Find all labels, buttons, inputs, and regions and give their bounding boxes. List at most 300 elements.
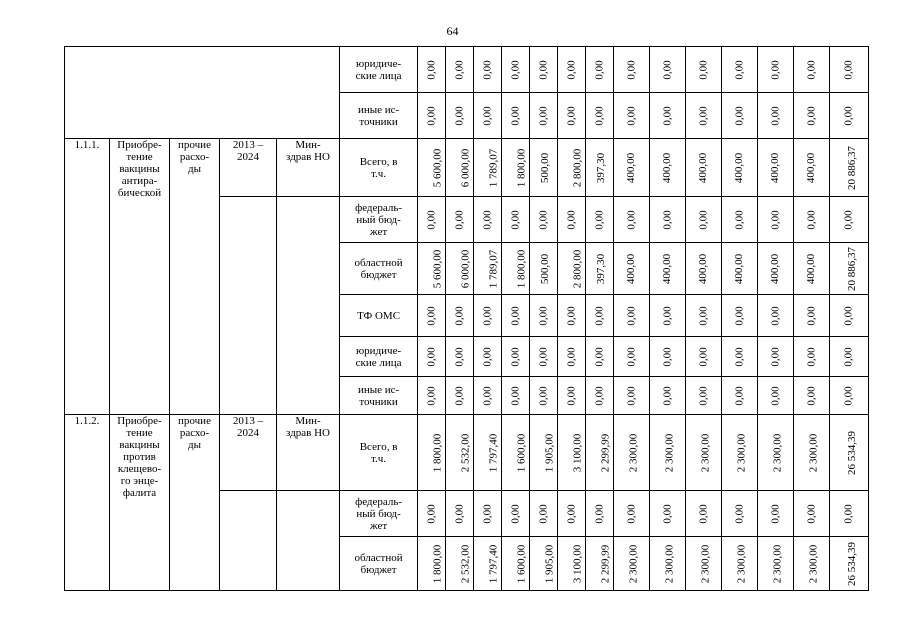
value-cell — [558, 491, 586, 537]
source-cell: юридиче- ские лица — [340, 47, 418, 93]
value-text: 2 300,00 — [663, 544, 676, 583]
value-text: 0,00 — [593, 305, 606, 326]
page-number: 64 — [446, 24, 459, 38]
value-cell — [650, 295, 686, 337]
value-cell — [830, 537, 869, 591]
value-cell — [530, 377, 558, 415]
value-text: 400,00 — [625, 152, 638, 183]
value-cell — [650, 415, 686, 491]
value-cell — [558, 415, 586, 491]
value-text: 500,00 — [539, 253, 552, 284]
value-cell — [530, 337, 558, 377]
value-text: 0,00 — [453, 305, 466, 326]
value-cell — [614, 337, 650, 377]
value-cell — [614, 197, 650, 243]
value-cell — [418, 377, 446, 415]
value-text: 0,00 — [425, 105, 438, 126]
value-text: 400,00 — [805, 253, 818, 284]
value-cell — [758, 197, 794, 243]
source-cell: федераль- ный бюд- жет — [340, 491, 418, 537]
value-cell — [794, 93, 830, 139]
value-text: 6 000,00 — [459, 148, 472, 187]
value-text: 1 600,00 — [515, 544, 528, 583]
value-cell — [686, 197, 722, 243]
value-text: 2 800,00 — [571, 148, 584, 187]
value-text: 0,00 — [425, 346, 438, 367]
value-cell — [558, 295, 586, 337]
value-text: 2 299,99 — [599, 544, 612, 583]
source-cell: иные ис- точники — [340, 93, 418, 139]
value-text: 0,00 — [661, 59, 674, 80]
value-text: 0,00 — [453, 503, 466, 524]
value-cell — [474, 243, 502, 295]
value-text: 400,00 — [733, 152, 746, 183]
value-text: 0,00 — [537, 105, 550, 126]
value-cell — [794, 197, 830, 243]
value-text: 2 300,00 — [807, 433, 820, 472]
value-cell — [446, 377, 474, 415]
value-cell — [758, 47, 794, 93]
value-text: 0,00 — [805, 105, 818, 126]
value-cell — [530, 93, 558, 139]
value-cell — [722, 139, 758, 197]
value-text: 0,00 — [453, 346, 466, 367]
source-cell: Всего, в т.ч. — [340, 415, 418, 491]
value-text: 0,00 — [733, 105, 746, 126]
value-text: 0,00 — [733, 385, 746, 406]
value-text: 0,00 — [425, 305, 438, 326]
value-text: 397,30 — [595, 152, 608, 183]
value-text: 3 100,00 — [571, 544, 584, 583]
table-row — [65, 415, 869, 491]
value-text: 0,00 — [697, 59, 710, 80]
value-cell — [722, 47, 758, 93]
value-text: 0,00 — [769, 105, 782, 126]
value-text: 0,00 — [537, 209, 550, 230]
value-cell — [586, 491, 614, 537]
value-cell — [446, 295, 474, 337]
value-text: 0,00 — [843, 59, 856, 80]
value-text: 0,00 — [661, 503, 674, 524]
value-text: 0,00 — [509, 385, 522, 406]
value-cell — [418, 415, 446, 491]
value-cell — [794, 47, 830, 93]
value-text: 3 100,00 — [571, 433, 584, 472]
value-cell — [794, 537, 830, 591]
value-text: 397,30 — [595, 253, 608, 284]
value-cell — [722, 197, 758, 243]
value-cell — [558, 47, 586, 93]
value-text: 5 600,00 — [431, 249, 444, 288]
value-text: 0,00 — [697, 305, 710, 326]
value-cell — [830, 243, 869, 295]
value-text: 0,00 — [593, 385, 606, 406]
value-cell — [474, 337, 502, 377]
expense-type: прочие расхо- ды — [170, 139, 220, 415]
value-cell — [758, 93, 794, 139]
value-cell — [530, 415, 558, 491]
value-cell — [530, 197, 558, 243]
value-cell — [586, 47, 614, 93]
implementation-period: 2013 – 2024 — [220, 415, 277, 491]
item-name: Приобре- тение вакцины против клещево- го энце- фалита — [110, 415, 170, 591]
value-text: 0,00 — [481, 305, 494, 326]
value-cell — [502, 197, 530, 243]
value-cell — [530, 491, 558, 537]
value-text: 2 800,00 — [571, 249, 584, 288]
source-cell: областной бюджет — [340, 243, 418, 295]
executor: Мин- здрав НО — [277, 139, 340, 197]
empty-merged-cell — [277, 197, 340, 415]
value-cell — [758, 537, 794, 591]
value-cell — [474, 47, 502, 93]
value-cell — [614, 295, 650, 337]
empty-merged-cell — [65, 47, 340, 139]
value-cell — [830, 337, 869, 377]
value-cell — [614, 491, 650, 537]
value-cell — [794, 491, 830, 537]
value-text: 6 000,00 — [459, 249, 472, 288]
value-text: 1 600,00 — [515, 433, 528, 472]
value-cell — [722, 415, 758, 491]
value-text: 0,00 — [453, 385, 466, 406]
value-cell — [558, 537, 586, 591]
value-text: 400,00 — [625, 253, 638, 284]
value-text: 0,00 — [843, 503, 856, 524]
value-text: 0,00 — [661, 209, 674, 230]
value-text: 0,00 — [537, 346, 550, 367]
value-cell — [530, 295, 558, 337]
value-text: 0,00 — [843, 105, 856, 126]
value-cell — [722, 491, 758, 537]
value-text: 0,00 — [697, 385, 710, 406]
value-cell — [586, 537, 614, 591]
value-cell — [722, 93, 758, 139]
value-text: 0,00 — [697, 105, 710, 126]
value-cell — [446, 537, 474, 591]
value-cell — [418, 491, 446, 537]
value-text: 0,00 — [843, 209, 856, 230]
value-cell — [418, 295, 446, 337]
value-cell — [418, 139, 446, 197]
executor: Мин- здрав НО — [277, 415, 340, 491]
value-cell — [530, 243, 558, 295]
value-text: 0,00 — [593, 209, 606, 230]
value-text: 0,00 — [425, 385, 438, 406]
expense-type: прочие расхо- ды — [170, 415, 220, 591]
empty-merged-cell — [220, 491, 277, 591]
value-cell — [830, 491, 869, 537]
value-cell — [558, 377, 586, 415]
value-text: 400,00 — [769, 152, 782, 183]
value-text: 1 789,07 — [487, 249, 500, 288]
value-text: 1 789,07 — [487, 148, 500, 187]
value-text: 0,00 — [565, 105, 578, 126]
value-text: 0,00 — [425, 209, 438, 230]
value-cell — [586, 377, 614, 415]
value-text: 0,00 — [697, 503, 710, 524]
value-cell — [614, 93, 650, 139]
value-text: 0,00 — [509, 105, 522, 126]
value-cell — [650, 243, 686, 295]
value-cell — [650, 337, 686, 377]
value-text: 1 905,00 — [543, 433, 556, 472]
table-row — [65, 47, 869, 93]
value-cell — [502, 537, 530, 591]
value-text: 0,00 — [769, 209, 782, 230]
value-cell — [558, 243, 586, 295]
value-cell — [586, 197, 614, 243]
value-cell — [758, 243, 794, 295]
value-text: 2 300,00 — [735, 433, 748, 472]
value-text: 0,00 — [625, 385, 638, 406]
value-cell — [502, 415, 530, 491]
implementation-period: 2013 – 2024 — [220, 139, 277, 197]
value-text: 2 300,00 — [699, 433, 712, 472]
value-cell — [614, 415, 650, 491]
value-cell — [586, 243, 614, 295]
value-cell — [586, 295, 614, 337]
value-cell — [794, 295, 830, 337]
value-cell — [502, 377, 530, 415]
value-text: 0,00 — [509, 346, 522, 367]
value-text: 20 886,37 — [846, 246, 859, 291]
value-cell — [474, 93, 502, 139]
value-cell — [586, 93, 614, 139]
value-cell — [614, 47, 650, 93]
value-cell — [614, 537, 650, 591]
value-text: 400,00 — [697, 253, 710, 284]
value-text: 400,00 — [805, 152, 818, 183]
empty-merged-cell — [277, 491, 340, 591]
value-text: 0,00 — [625, 59, 638, 80]
value-cell — [558, 93, 586, 139]
value-text: 400,00 — [733, 253, 746, 284]
value-cell — [474, 537, 502, 591]
value-cell — [722, 337, 758, 377]
value-text: 0,00 — [733, 209, 746, 230]
value-text: 0,00 — [733, 305, 746, 326]
value-cell — [758, 377, 794, 415]
value-cell — [446, 197, 474, 243]
value-cell — [418, 47, 446, 93]
budget-table — [64, 46, 869, 591]
value-text: 2 300,00 — [627, 544, 640, 583]
value-text: 0,00 — [805, 59, 818, 80]
value-text: 0,00 — [697, 346, 710, 367]
value-text: 1 797,40 — [487, 433, 500, 472]
value-cell — [530, 47, 558, 93]
source-cell: областной бюджет — [340, 537, 418, 591]
value-cell — [502, 139, 530, 197]
value-text: 1 800,00 — [515, 148, 528, 187]
value-cell — [650, 93, 686, 139]
value-cell — [614, 139, 650, 197]
value-text: 0,00 — [805, 209, 818, 230]
value-text: 1 800,00 — [515, 249, 528, 288]
value-cell — [686, 491, 722, 537]
value-cell — [446, 243, 474, 295]
value-text: 400,00 — [661, 253, 674, 284]
value-text: 0,00 — [661, 385, 674, 406]
value-text: 2 300,00 — [735, 544, 748, 583]
value-text: 0,00 — [481, 346, 494, 367]
value-text: 0,00 — [769, 59, 782, 80]
value-text: 0,00 — [805, 346, 818, 367]
value-text: 0,00 — [843, 346, 856, 367]
value-cell — [502, 47, 530, 93]
value-cell — [614, 243, 650, 295]
value-cell — [650, 491, 686, 537]
value-text: 2 300,00 — [771, 544, 784, 583]
value-text: 0,00 — [661, 305, 674, 326]
value-cell — [686, 139, 722, 197]
value-cell — [830, 295, 869, 337]
item-number: 1.1.2. — [65, 415, 110, 591]
value-text: 0,00 — [481, 105, 494, 126]
value-text: 5 600,00 — [431, 148, 444, 187]
item-name: Приобре- тение вакцины антира- бической — [110, 139, 170, 415]
source-cell: иные ис- точники — [340, 377, 418, 415]
value-text: 0,00 — [537, 305, 550, 326]
value-cell — [686, 243, 722, 295]
value-cell — [502, 491, 530, 537]
value-cell — [446, 415, 474, 491]
value-cell — [686, 377, 722, 415]
value-cell — [530, 139, 558, 197]
value-text: 0,00 — [805, 385, 818, 406]
value-cell — [558, 337, 586, 377]
value-text: 0,00 — [453, 59, 466, 80]
value-cell — [418, 337, 446, 377]
value-text: 0,00 — [733, 503, 746, 524]
value-cell — [446, 491, 474, 537]
value-cell — [530, 537, 558, 591]
value-text: 1 905,00 — [543, 544, 556, 583]
value-cell — [586, 415, 614, 491]
value-text: 0,00 — [537, 59, 550, 80]
value-cell — [650, 377, 686, 415]
value-text: 0,00 — [537, 385, 550, 406]
value-cell — [474, 295, 502, 337]
value-text: 0,00 — [593, 105, 606, 126]
value-text: 0,00 — [509, 59, 522, 80]
value-cell — [686, 47, 722, 93]
value-cell — [474, 491, 502, 537]
value-text: 0,00 — [453, 105, 466, 126]
table-row — [65, 139, 869, 197]
value-cell — [558, 197, 586, 243]
value-text: 26 534,39 — [846, 541, 859, 586]
value-cell — [586, 337, 614, 377]
value-cell — [794, 415, 830, 491]
value-cell — [418, 537, 446, 591]
value-cell — [418, 93, 446, 139]
source-cell: Всего, в т.ч. — [340, 139, 418, 197]
value-cell — [502, 295, 530, 337]
value-text: 0,00 — [565, 346, 578, 367]
value-text: 0,00 — [509, 503, 522, 524]
value-cell — [446, 47, 474, 93]
source-cell: юридиче- ские лица — [340, 337, 418, 377]
value-cell — [758, 491, 794, 537]
value-cell — [686, 295, 722, 337]
value-cell — [722, 377, 758, 415]
value-text: 0,00 — [565, 305, 578, 326]
value-cell — [830, 47, 869, 93]
value-text: 0,00 — [769, 346, 782, 367]
value-text: 0,00 — [453, 209, 466, 230]
value-cell — [502, 337, 530, 377]
value-cell — [722, 537, 758, 591]
value-cell — [446, 337, 474, 377]
value-cell — [830, 415, 869, 491]
value-cell — [830, 93, 869, 139]
value-text: 2 300,00 — [807, 544, 820, 583]
value-cell — [830, 139, 869, 197]
empty-merged-cell — [220, 197, 277, 415]
value-text: 2 532,00 — [459, 433, 472, 472]
value-text: 400,00 — [661, 152, 674, 183]
value-text: 0,00 — [661, 346, 674, 367]
value-text: 0,00 — [625, 209, 638, 230]
value-text: 0,00 — [733, 346, 746, 367]
value-cell — [650, 139, 686, 197]
source-cell: федераль- ный бюд- жет — [340, 197, 418, 243]
value-text: 0,00 — [733, 59, 746, 80]
value-text: 2 300,00 — [699, 544, 712, 583]
value-text: 0,00 — [593, 59, 606, 80]
value-text: 0,00 — [625, 346, 638, 367]
value-text: 400,00 — [697, 152, 710, 183]
value-text: 0,00 — [769, 305, 782, 326]
value-text: 2 300,00 — [663, 433, 676, 472]
value-cell — [722, 243, 758, 295]
value-text: 0,00 — [509, 209, 522, 230]
value-cell — [830, 377, 869, 415]
value-cell — [650, 197, 686, 243]
value-text: 0,00 — [537, 503, 550, 524]
value-text: 0,00 — [593, 503, 606, 524]
value-cell — [418, 197, 446, 243]
value-text: 0,00 — [625, 105, 638, 126]
value-text: 2 532,00 — [459, 544, 472, 583]
value-cell — [758, 337, 794, 377]
value-text: 0,00 — [481, 385, 494, 406]
value-cell — [446, 93, 474, 139]
value-text: 0,00 — [565, 59, 578, 80]
value-cell — [614, 377, 650, 415]
value-text: 0,00 — [425, 59, 438, 80]
value-cell — [474, 415, 502, 491]
value-text: 20 886,37 — [846, 145, 859, 190]
value-text: 0,00 — [565, 503, 578, 524]
value-cell — [418, 243, 446, 295]
value-text: 2 300,00 — [771, 433, 784, 472]
value-cell — [794, 377, 830, 415]
value-text: 1 800,00 — [431, 433, 444, 472]
value-text: 500,00 — [539, 152, 552, 183]
item-number: 1.1.1. — [65, 139, 110, 415]
value-text: 0,00 — [843, 305, 856, 326]
value-cell — [758, 295, 794, 337]
value-text: 0,00 — [565, 209, 578, 230]
value-text: 2 300,00 — [627, 433, 640, 472]
value-text: 0,00 — [593, 346, 606, 367]
value-text: 400,00 — [769, 253, 782, 284]
source-cell: ТФ ОМС — [340, 295, 418, 337]
value-text: 0,00 — [661, 105, 674, 126]
